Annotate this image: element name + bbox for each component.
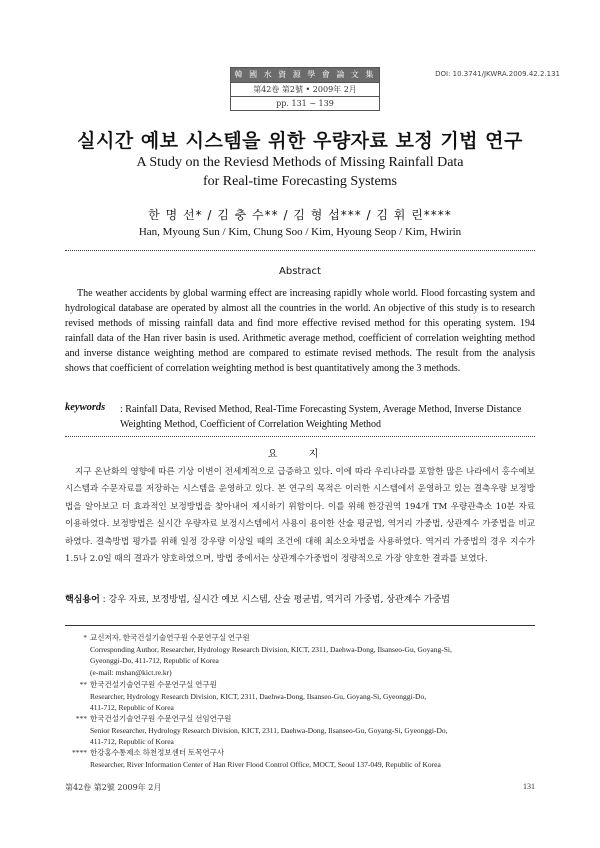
authors-english: Han, Myoung Sun / Kim, Chung Soo / Kim, Hyoung Seop / Kim, Hwirin — [138, 226, 462, 238]
footnote-line: 한국건설기술연구원 수문연구실 연구원 — [90, 680, 217, 689]
footnote-marker: * — [83, 633, 87, 642]
footnote-3 — [65, 713, 540, 748]
footnote-line: 한강홍수통제소 하천정보센터 토목연구사 — [90, 748, 225, 757]
footnote-line: Researcher, River Information Center of Han River Flood Control Office, MOCT, Seoul 137-049, Republic of Korea — [90, 759, 441, 769]
title-english-line-2: for Real-time Forecasting Systems — [202, 174, 398, 189]
doi: DOI: 10.3741/JKWRA.2009.42.2.131 — [435, 70, 560, 78]
footnote-4 — [65, 747, 540, 770]
journal-pages: pp. 131 ~ 139 — [231, 96, 379, 110]
korean-keywords-label: 핵심용어 — [65, 595, 100, 605]
page-number: 131 — [523, 782, 535, 791]
footnote-email[interactable]: (e-mail: mshan@kict.re.kr) — [90, 667, 172, 677]
footnote-line: 411-712, Republic of Korea — [90, 737, 174, 746]
journal-volume: 第42卷 第2號 • 2009年 2月 — [231, 82, 379, 96]
korean-keywords — [65, 592, 535, 605]
abstract-heading: Abstract — [279, 266, 321, 277]
footnote-marker: ** — [79, 680, 87, 689]
footnote-line: Corresponding Author, Researcher, Hydrology Research Division, KICT, 2311, Daehwa-Dong, Ilsanseo-Gu, Goyang-Si, — [90, 644, 452, 654]
korean-keywords-text: : 강우 자료, 보정방법, 실시간 예보 시스템, 산술 평균법, 역거리 가중법, 상관계수 가중법 — [102, 595, 450, 605]
footnote-rule — [65, 625, 535, 626]
footnote-line: Gyeonggi-Do, 411-712, Republic of Korea — [90, 656, 219, 665]
title-english-line-1: A Study on the Reviesd Methods of Missing Rainfall Data — [136, 155, 464, 170]
keywords-text: : Rainfall Data, Revised Method, Real-Time Forecasting System, Average Method, Inverse Distance Weighting Method, Coefficient of Correlation Weighting Method — [120, 404, 522, 430]
footer-issue: 第42卷 第2號 2009年 2月 — [65, 783, 162, 792]
keywords-label: keywords — [65, 402, 106, 413]
footnote-line: 교신저자, 한국건설기술연구원 수문연구실 연구원 — [90, 633, 250, 642]
journal-name: 韓 國 水 資 源 學 會 論 文 集 — [231, 68, 379, 82]
summary-heading: 요 지 — [267, 449, 333, 460]
footnote-line: 한국건설기술연구원 수문연구실 선임연구원 — [90, 714, 232, 723]
footnote-line: 411-712, Republic of Korea — [90, 703, 174, 712]
footnote-line: Researcher, Hydrology Research Division, KICT, 2311, Daehwa-Dong, Ilsanseo-Gu, Goyang-Si, Gyeonggi-Do, — [90, 691, 427, 701]
title-korean: 실시간 예보 시스템을 위한 우량자료 보정 기법 연구 — [77, 130, 523, 152]
footnote-2 — [65, 679, 540, 714]
divider-dotted — [65, 436, 535, 437]
footnote-marker: *** — [75, 714, 87, 723]
authors-korean: 한 명 선* / 김 충 수** / 김 형 섭*** / 김 휘 린**** — [148, 208, 452, 222]
summary-text: 지구 온난화의 영향에 따른 기상 이변이 전세계적으로 급증하고 있다. 이에 따라 우리나라를 포함한 많은 나라에서 홍수예보 시스템과 수문자료를 저장하는 시스템을 운영하고 있다. 본 연구의 목적은 이러한 시스템에서 운영하고 있는 결측우량 보정방법을 알아보고 더 효과적인 보정방법을 찾아내어 제시하기 위함이다. 이를 위해 한강권역 194개 TM 우량관측소 10분 자료 이용하였다. 보정방법은 실시간 우량자료 보정시스템에서 사용이 용이한 산술 평균법, 역거리 가중법, 상관계수 가중법을 비교하였다. 결측방법 평가를 위해 일정 강우량 이상일 때의 조건에 대해 최소오차법을 사용하였다. 역거리 가중법의 경우 지수가 1.5나 2.0일 때의 결과가 양호하였으며, 방법 중에서는 상관계수가중법이 정량적으로 가장 양호한 결과를 보였다. — [65, 467, 535, 565]
divider-dotted — [65, 250, 535, 251]
footnote-1 — [65, 632, 540, 678]
footnote-marker: **** — [72, 748, 87, 757]
journal-info-box — [230, 67, 380, 111]
abstract-text: The weather accidents by global warming effect are increasing rapidly whole world. Flood forcasting system and hydrological database are operated by almost all the countries in the world. An objective of this study is to research revised methods of missing rainfall data and find more effective revised method for this operating system. 194 rainfall data of the Han river basin is used. Arithmetic average method, coefficient of correlation weighting method and inverse distance weighting method are compared to estimate revised methods. The result from the analysis shows that coefficient of correlation weighting method is best quantitatively among the 3 methods. — [65, 288, 535, 374]
footnote-line: Senior Researcher, Hydrology Research Division, KICT, 2311, Daehwa-Dong, Ilsanseo-Gu, Goyang-Si, Gyeonggi-Do, — [90, 725, 448, 735]
